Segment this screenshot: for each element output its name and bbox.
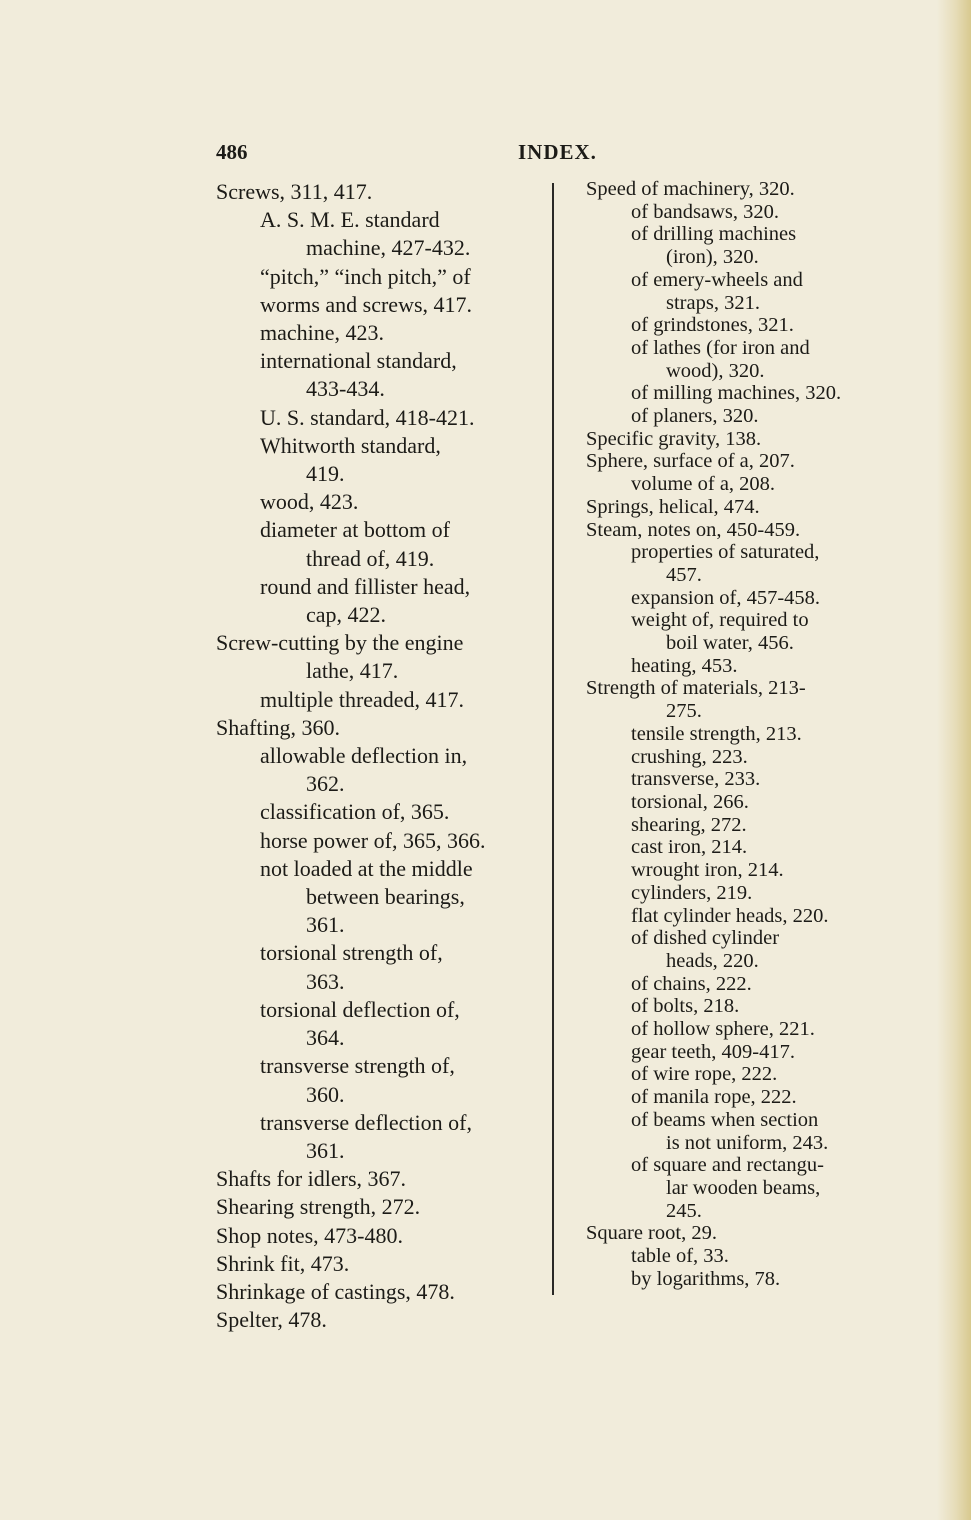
page-number: 486 [216,140,248,164]
index-subentry: multiple threaded, 417. [260,686,465,712]
index-subentry: of lathes (for iron and [631,336,810,359]
index-subentry: of beams when section [631,1108,819,1131]
index-entry: Screws, 311, 417. [216,179,373,204]
index-subentry: of emery-wheels and [631,268,803,291]
index-subentry: gear teeth, 409-417. [631,1040,795,1063]
index-subentry: round and fillister head, [260,573,471,599]
index-subentry: by logarithms, 78. [631,1267,781,1290]
index-subentry: of chains, 222. [631,972,752,995]
index-continuation: lar wooden beams, [666,1176,821,1199]
index-column-left [216,178,526,1334]
page-header [216,140,597,170]
index-continuation: 275. [666,700,702,723]
index-subentry: wood, 423. [260,489,359,515]
index-continuation: 360. [306,1081,345,1107]
index-subentry: torsional, 266. [631,790,749,813]
index-continuation: between bearings, [306,884,465,910]
index-subentry: allowable deflection in, [260,743,468,769]
index-entry: Strength of materials, 213- [586,677,806,700]
index-entry: Spelter, 478. [216,1307,327,1333]
index-entry: Square root, 29. [586,1222,717,1245]
index-continuation: 363. [306,968,345,994]
index-entry: Shafts for idlers, 367. [216,1166,407,1192]
running-title: INDEX. [518,140,597,164]
index-subentry: of milling machines, 320. [631,382,842,405]
index-continuation: 433-434. [306,376,385,402]
index-continuation: heads, 220. [666,949,759,972]
page-edge-shading [937,0,971,1520]
index-subentry: “pitch,” “inch pitch,” of [260,263,471,289]
index-subentry: of square and rectangu- [631,1154,824,1177]
index-continuation: thread of, 419. [306,545,435,571]
index-entry: Shafting, 360. [216,714,341,740]
index-subentry: A. S. M. E. standard [260,207,440,233]
index-entry: Specific gravity, 138. [586,427,762,450]
index-subentry: international standard, [260,348,457,374]
index-entry: Sphere, surface of a, 207. [586,450,795,473]
index-subentry: horse power of, 365, 366. [260,827,486,853]
index-subentry: expansion of, 457-458. [631,586,821,609]
index-entry: Shrinkage of castings, 478. [216,1278,455,1304]
index-subentry: U. S. standard, 418-421. [260,404,475,430]
index-continuation: cap, 422. [306,602,387,628]
index-column-right [586,178,891,1290]
index-subentry: transverse strength of, [260,1053,455,1079]
index-subentry: transverse, 233. [631,768,761,791]
index-subentry: of grindstones, 321. [631,314,794,337]
index-subentry: Whitworth standard, [260,432,441,458]
index-continuation: 362. [306,771,345,797]
index-entry: Shearing strength, 272. [216,1194,421,1220]
index-subentry: not loaded at the middle [260,855,473,881]
index-subentry: of bolts, 218. [631,995,740,1018]
index-subentry: of drilling machines [631,223,797,246]
index-continuation: 245. [666,1199,702,1222]
index-subentry: heating, 453. [631,654,738,677]
index-subentry: torsional strength of, [260,940,443,966]
index-continuation: machine, 427-432. [306,235,471,261]
index-continuation: wood), 320. [666,359,765,382]
index-subentry: torsional deflection of, [260,996,460,1022]
index-subentry: of bandsaws, 320. [631,200,780,223]
index-entry: Screw-cutting by the engine [216,630,464,656]
index-subentry: properties of saturated, [631,541,820,564]
index-subentry: diameter at bottom of [260,517,450,543]
index-subentry: cast iron, 214. [631,836,748,859]
index-subentry: of planers, 320. [631,405,759,428]
index-continuation: (iron), 320. [666,246,759,269]
column-divider [552,183,554,1295]
index-subentry: volume of a, 208. [631,473,776,496]
index-subentry: crushing, 223. [631,745,748,768]
index-entry: Steam, notes on, 450-459. [586,518,801,541]
index-subentry: transverse deflection of, [260,1109,472,1135]
index-subentry: classification of, 365. [260,799,450,825]
index-subentry: of hollow sphere, 221. [631,1018,815,1041]
index-subentry: of dished cylinder [631,927,780,950]
index-subentry: flat cylinder heads, 220. [631,904,829,927]
index-continuation: 361. [306,912,345,938]
index-subentry: tensile strength, 213. [631,722,802,745]
index-continuation: 419. [306,461,345,487]
index-subentry: cylinders, 219. [631,881,753,904]
index-subentry: machine, 423. [260,320,385,346]
index-continuation: lathe, 417. [306,658,399,684]
index-subentry: wrought iron, 214. [631,859,784,882]
index-subentry: weight of, required to [631,609,809,632]
index-subentry: of wire rope, 222. [631,1063,778,1086]
index-subentry: shearing, 272. [631,813,747,836]
index-subentry: worms and screws, 417. [260,291,473,317]
index-continuation: 364. [306,1025,345,1051]
index-subentry: table of, 33. [631,1245,729,1268]
index-continuation: boil water, 456. [666,632,794,655]
index-continuation: 457. [666,563,702,586]
index-continuation: 361. [306,1137,345,1163]
index-entry: Springs, helical, 474. [586,495,760,518]
index-subentry: of manila rope, 222. [631,1086,797,1109]
index-entry: Shrink fit, 473. [216,1250,350,1276]
index-continuation: straps, 321. [666,291,760,314]
index-continuation: is not uniform, 243. [666,1131,829,1154]
index-entry: Speed of machinery, 320. [586,178,795,200]
index-entry: Shop notes, 473-480. [216,1222,403,1248]
